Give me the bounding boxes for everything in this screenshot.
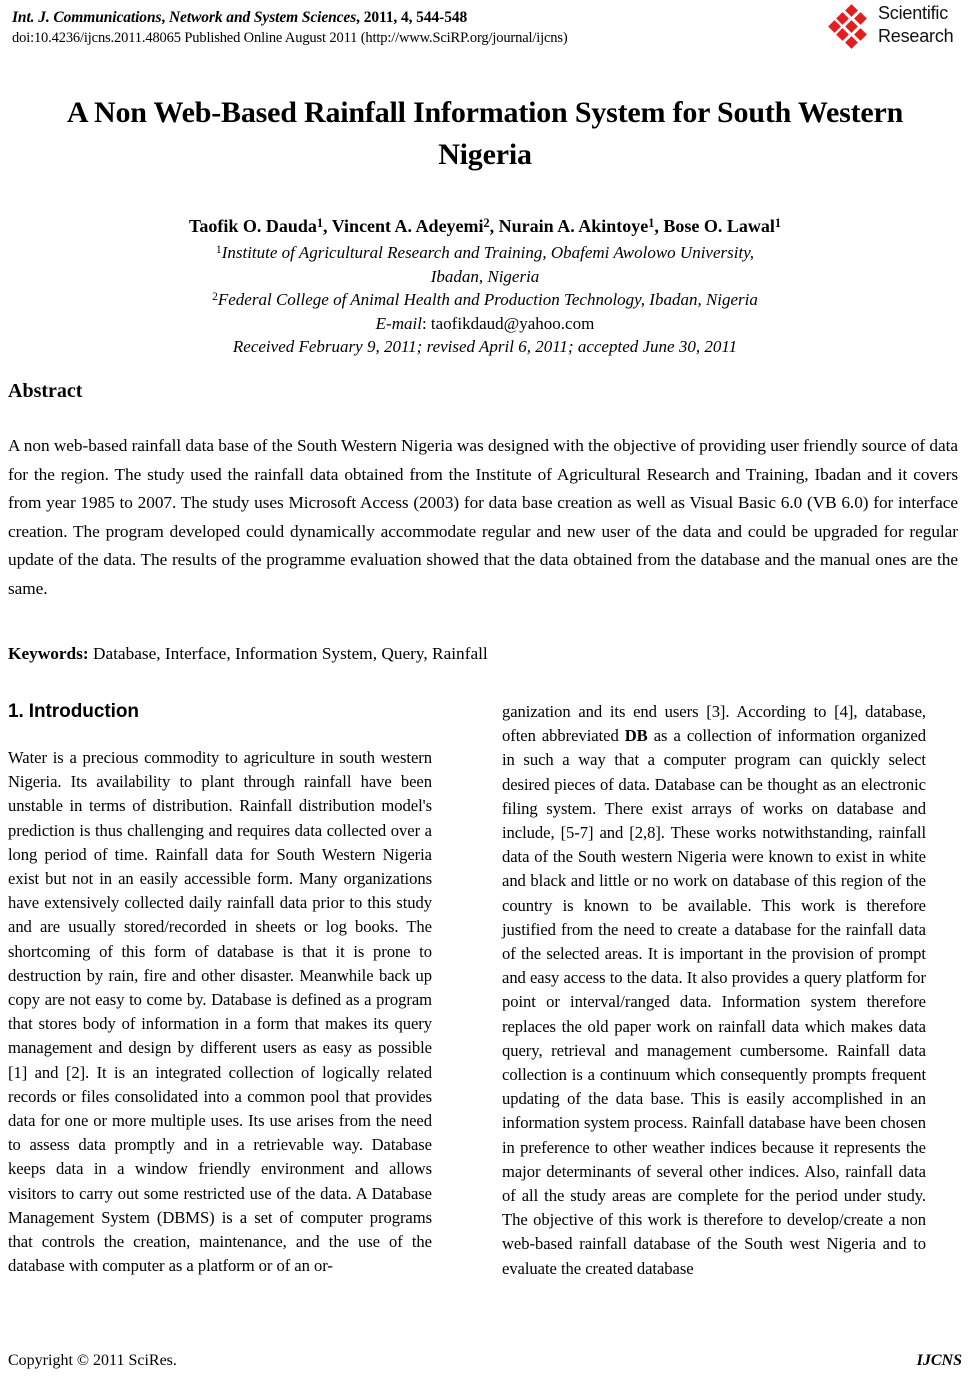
affiliation-1-marker: 1: [215, 243, 222, 257]
paragraph-part-2: as a collection of information organized in such a way that a computer program can quickly select desired pieces of data. Database can be thought as an electronic filing system. There exist arrays of works on database and include, [5-7] and [2,8]. These works notwithstanding, rainfall data of the South western Nigeria were known to exist in white and black and little or no work on database of this region of the country is known to be available. This work is therefore justified from the need to create a database for the rainfall data of the selected areas. It is important in the provision of prompt and easy access to the data. It also provides a query platform for point or interval/ranged data. Information system therefore replaces the old paper work on rainfall data which makes data query, retrieval and management cumbersome. Rainfall data collection is a continuum which consequently prompts frequent updating of the data base. This is easily accomplished in an information system process. Rainfall database have been chosen in preference to other weather indices because it represents the major determinants of several other indices. Also, rainfall data of all the study areas are complete for the period under study. The objective of this work is therefore to develop/create a non web-based rainfall database of the South west Nigeria and to evaluate the created database: [502, 726, 926, 1278]
logo-text-line2: Research: [878, 26, 954, 46]
author-2: , Vincent A. Adeyemi: [323, 216, 484, 236]
logo-text-line1: Scientific: [878, 3, 949, 23]
author-4: , Bose O. Lawal: [654, 216, 775, 236]
scientific-research-logo: [830, 2, 962, 52]
body-column-left: [8, 700, 432, 1278]
running-head: [12, 8, 832, 48]
abstract-text: A non web-based rainfall data base of the South Western Nigeria was designed with the objective of providing user friendly source of data for the region. The study used the rainfall data obtained from the Institute of Agricultural Research and Training, Ibadan and it covers from year 1985 to 2007. The study uses Microsoft Access (2003) for data base creation as well as Visual Basic 6.0 (VB 6.0) for interface creation. The program developed could dynamically accommodate regular and new user of the data and could be upgraded for regular update of the data. The results of the programme evaluation showed that the data obtained from the database and the manual ones are the same.: [8, 436, 958, 598]
copyright-notice: Copyright © 2011 SciRes.: [8, 1352, 177, 1369]
journal-name-part1: Int. J. Communications: [12, 9, 162, 26]
section-heading-introduction: [8, 700, 432, 724]
author-2-affil-marker: 2: [483, 215, 490, 230]
author-1-affil-marker: 1: [316, 215, 324, 230]
abstract-heading: Abstract: [8, 380, 83, 402]
journal-name-part2: Network and System Sciences: [168, 9, 357, 26]
paragraph-part-1: ganization and its end users [3]. According to [4], database, often abbreviated: [502, 702, 926, 746]
affiliation-1-text: Institute of Agricultural Research and Training, Obafemi Awolowo University,: [221, 243, 755, 262]
author-list: [58, 213, 912, 239]
email-address[interactable]: : taofikdaud@yahoo.com: [421, 313, 595, 333]
affiliation-2-marker: 2: [212, 290, 218, 304]
section-title: Introduction: [28, 701, 139, 722]
author-1: Taofik O. Dauda: [189, 216, 317, 236]
paragraph: [502, 700, 926, 1281]
author-4-affil-marker: 1: [774, 215, 781, 230]
logo-text: [878, 2, 953, 48]
affiliation-block: [58, 241, 912, 359]
author-3-affil-marker: 1: [648, 215, 655, 230]
journal-name-sep: ,: [161, 9, 169, 26]
journal-volume-pages: , 2011, 4, 544-548: [356, 9, 468, 26]
diamond-grid-icon: [830, 6, 874, 48]
submission-history: Received February 9, 2011; revised April 6, 2011; accepted June 30, 2011: [232, 337, 738, 356]
affiliation-1-city: Ibadan, Nigeria: [430, 266, 540, 286]
email-label: E-mail: [375, 313, 422, 333]
page-title: A Non Web-Based Rainfall Information System for South Western Nigeria: [66, 96, 904, 171]
journal-citation-line: [12, 8, 832, 27]
keywords-label: Keywords:: [8, 644, 89, 663]
author-3: , Nurain A. Akintoye: [489, 216, 649, 236]
affiliation-2-text: Federal College of Animal Health and Production Technology, Ibadan, Nigeria: [217, 290, 758, 309]
body-column-right: [502, 700, 926, 1281]
doi-line: doi:10.4236/ijcns.2011.48065 Published Online August 2011 (http://www.SciRP.org/journal/ijcns): [12, 30, 568, 47]
affiliation-2: [58, 288, 912, 312]
keywords-line: [8, 640, 958, 668]
affiliation-1: [58, 241, 912, 265]
page-footer: [8, 1352, 962, 1376]
keywords-value: Database, Interface, Information System, Query, Rainfall: [88, 644, 488, 663]
paragraph: Water is a precious commodity to agriculture in south western Nigeria. Its availability to plant through rainfall have been unstable in terms of distribution. Rainfall distribution model's prediction is thus challenging and requires data collected over a long period of time. Rainfall data for South Western Nigeria exist but not in an easily accessible form. Many organizations have extensively collected daily rainfall data prior to this study and are usually stored/recorded in sheets or log books. The shortcoming of this form of database is that it is prone to destruction by rain, fire and other disaster. Meanwhile back up copy are not easy to come by. Database is defined as a program that stores body of information in a form that makes its query management and design by different users as easy as possible [1] and [2]. It is an integrated collection of logically related records or files consolidated into a common pool that provides data for one or more multiple uses. Its use arises from the need to assess data promptly and in a retrievable way. Database keeps data in a window friendly environment and allows visitors to carry out some restricted use of the data. A Database Management System (DBMS) is a set of computer programs that controls the creation, maintenance, and the use of the database with computer as a platform or of an or-: [8, 748, 432, 1276]
term-db-bold: DB: [624, 726, 648, 746]
journal-abbreviation: IJCNS: [916, 1352, 962, 1369]
section-number: 1.: [8, 701, 24, 722]
email-line: [58, 312, 912, 336]
